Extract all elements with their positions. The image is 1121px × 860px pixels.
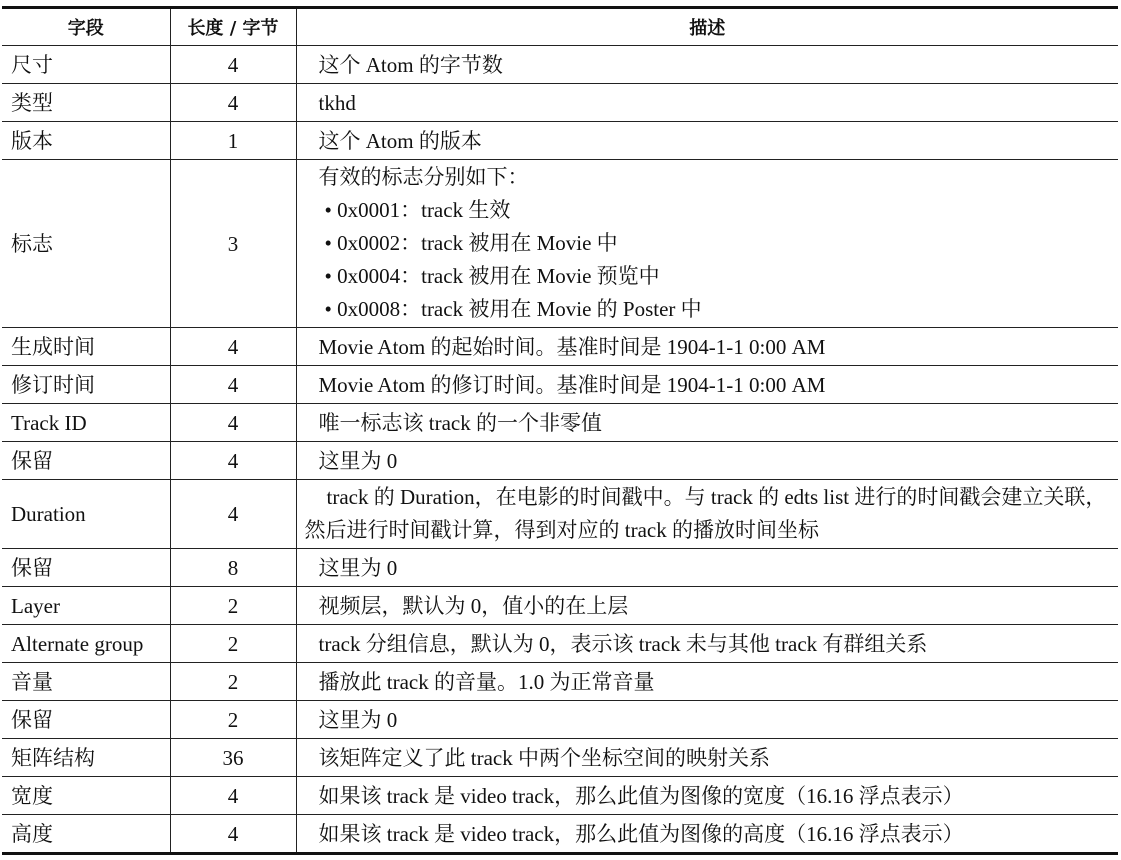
- flag-item: • 0x0001：track 生效: [319, 194, 1113, 227]
- description-cell: Movie Atom 的起始时间。基准时间是 1904-1-1 0:00 AM: [296, 328, 1118, 366]
- table-row: [2, 442, 1118, 480]
- table-row: [2, 777, 1118, 815]
- description-cell: Movie Atom 的修订时间。基准时间是 1904-1-1 0:00 AM: [296, 366, 1118, 404]
- table-row: [2, 625, 1118, 663]
- field-cell: 宽度: [2, 777, 170, 815]
- field-cell: 保留: [2, 549, 170, 587]
- field-cell: Track ID: [2, 404, 170, 442]
- flag-item: • 0x0004：track 被用在 Movie 预览中: [319, 260, 1113, 293]
- table-row: [2, 739, 1118, 777]
- length-cell: 4: [170, 777, 296, 815]
- table-row: [2, 404, 1118, 442]
- field-cell: 保留: [2, 701, 170, 739]
- length-cell: 4: [170, 84, 296, 122]
- length-cell: 4: [170, 404, 296, 442]
- header-length: 长度 / 字节: [170, 8, 296, 46]
- length-cell: 2: [170, 663, 296, 701]
- table-row: [2, 480, 1118, 549]
- length-cell: 2: [170, 701, 296, 739]
- header-description: 描述: [296, 8, 1118, 46]
- field-cell: 矩阵结构: [2, 739, 170, 777]
- description-cell: 这里为 0: [296, 442, 1118, 480]
- field-cell: Duration: [2, 480, 170, 549]
- table-row: [2, 701, 1118, 739]
- field-cell: 版本: [2, 122, 170, 160]
- field-cell: 保留: [2, 442, 170, 480]
- description-cell: track 分组信息，默认为 0，表示该 track 未与其他 track 有群组关系: [296, 625, 1118, 663]
- description-cell: [296, 160, 1118, 328]
- length-cell: 4: [170, 480, 296, 549]
- table-row: [2, 46, 1118, 84]
- table-row: [2, 587, 1118, 625]
- length-cell: 8: [170, 549, 296, 587]
- flags-intro-text: 有效的标志分别如下：: [318, 165, 529, 189]
- table-row: [2, 122, 1118, 160]
- table-row: [2, 815, 1118, 854]
- table-row: [2, 84, 1118, 122]
- field-cell: 高度: [2, 815, 170, 854]
- field-cell: 类型: [2, 84, 170, 122]
- table-row: [2, 663, 1118, 701]
- tkhd-field-table: [2, 6, 1118, 855]
- field-cell: Layer: [2, 587, 170, 625]
- description-cell: 这里为 0: [296, 549, 1118, 587]
- length-cell: 4: [170, 46, 296, 84]
- description-cell: tkhd: [296, 84, 1118, 122]
- field-cell: 音量: [2, 663, 170, 701]
- description-cell: 视频层，默认为 0，值小的在上层: [296, 587, 1118, 625]
- description-cell: 如果该 track 是 video track，那么此值为图像的高度（16.16 浮点表示）: [296, 815, 1118, 854]
- length-cell: 4: [170, 328, 296, 366]
- field-cell: Alternate group: [2, 625, 170, 663]
- table-row: [2, 160, 1118, 328]
- length-cell: 1: [170, 122, 296, 160]
- table-row: [2, 366, 1118, 404]
- length-cell: 4: [170, 815, 296, 854]
- table-row: [2, 549, 1118, 587]
- header-field: 字段: [2, 8, 170, 46]
- length-cell: 36: [170, 739, 296, 777]
- description-cell: 这个 Atom 的字节数: [296, 46, 1118, 84]
- description-cell: 这个 Atom 的版本: [296, 122, 1118, 160]
- table-row: [2, 328, 1118, 366]
- description-cell: track 的 Duration，在电影的时间戳中。与 track 的 edts list 进行的时间戳会建立关联，然后进行时间戳计算，得到对应的 track 的播放时间坐标: [296, 480, 1118, 549]
- description-cell: 这里为 0: [296, 701, 1118, 739]
- flag-item: • 0x0002：track 被用在 Movie 中: [319, 227, 1113, 260]
- length-cell: 4: [170, 442, 296, 480]
- field-cell: 标志: [2, 160, 170, 328]
- header-row: [2, 8, 1118, 46]
- description-cell: 唯一标志该 track 的一个非零值: [296, 404, 1118, 442]
- field-cell: 尺寸: [2, 46, 170, 84]
- length-cell: 3: [170, 160, 296, 328]
- description-cell: 该矩阵定义了此 track 中两个坐标空间的映射关系: [296, 739, 1118, 777]
- field-cell: 修订时间: [2, 366, 170, 404]
- length-cell: 2: [170, 587, 296, 625]
- field-cell: 生成时间: [2, 328, 170, 366]
- flag-item: • 0x0008：track 被用在 Movie 的 Poster 中: [319, 293, 1113, 326]
- description-cell: 播放此 track 的音量。1.0 为正常音量: [296, 663, 1118, 701]
- description-cell: 如果该 track 是 video track，那么此值为图像的宽度（16.16 浮点表示）: [296, 777, 1118, 815]
- length-cell: 4: [170, 366, 296, 404]
- length-cell: 2: [170, 625, 296, 663]
- flags-list: [319, 194, 1113, 326]
- table-body: [2, 46, 1118, 854]
